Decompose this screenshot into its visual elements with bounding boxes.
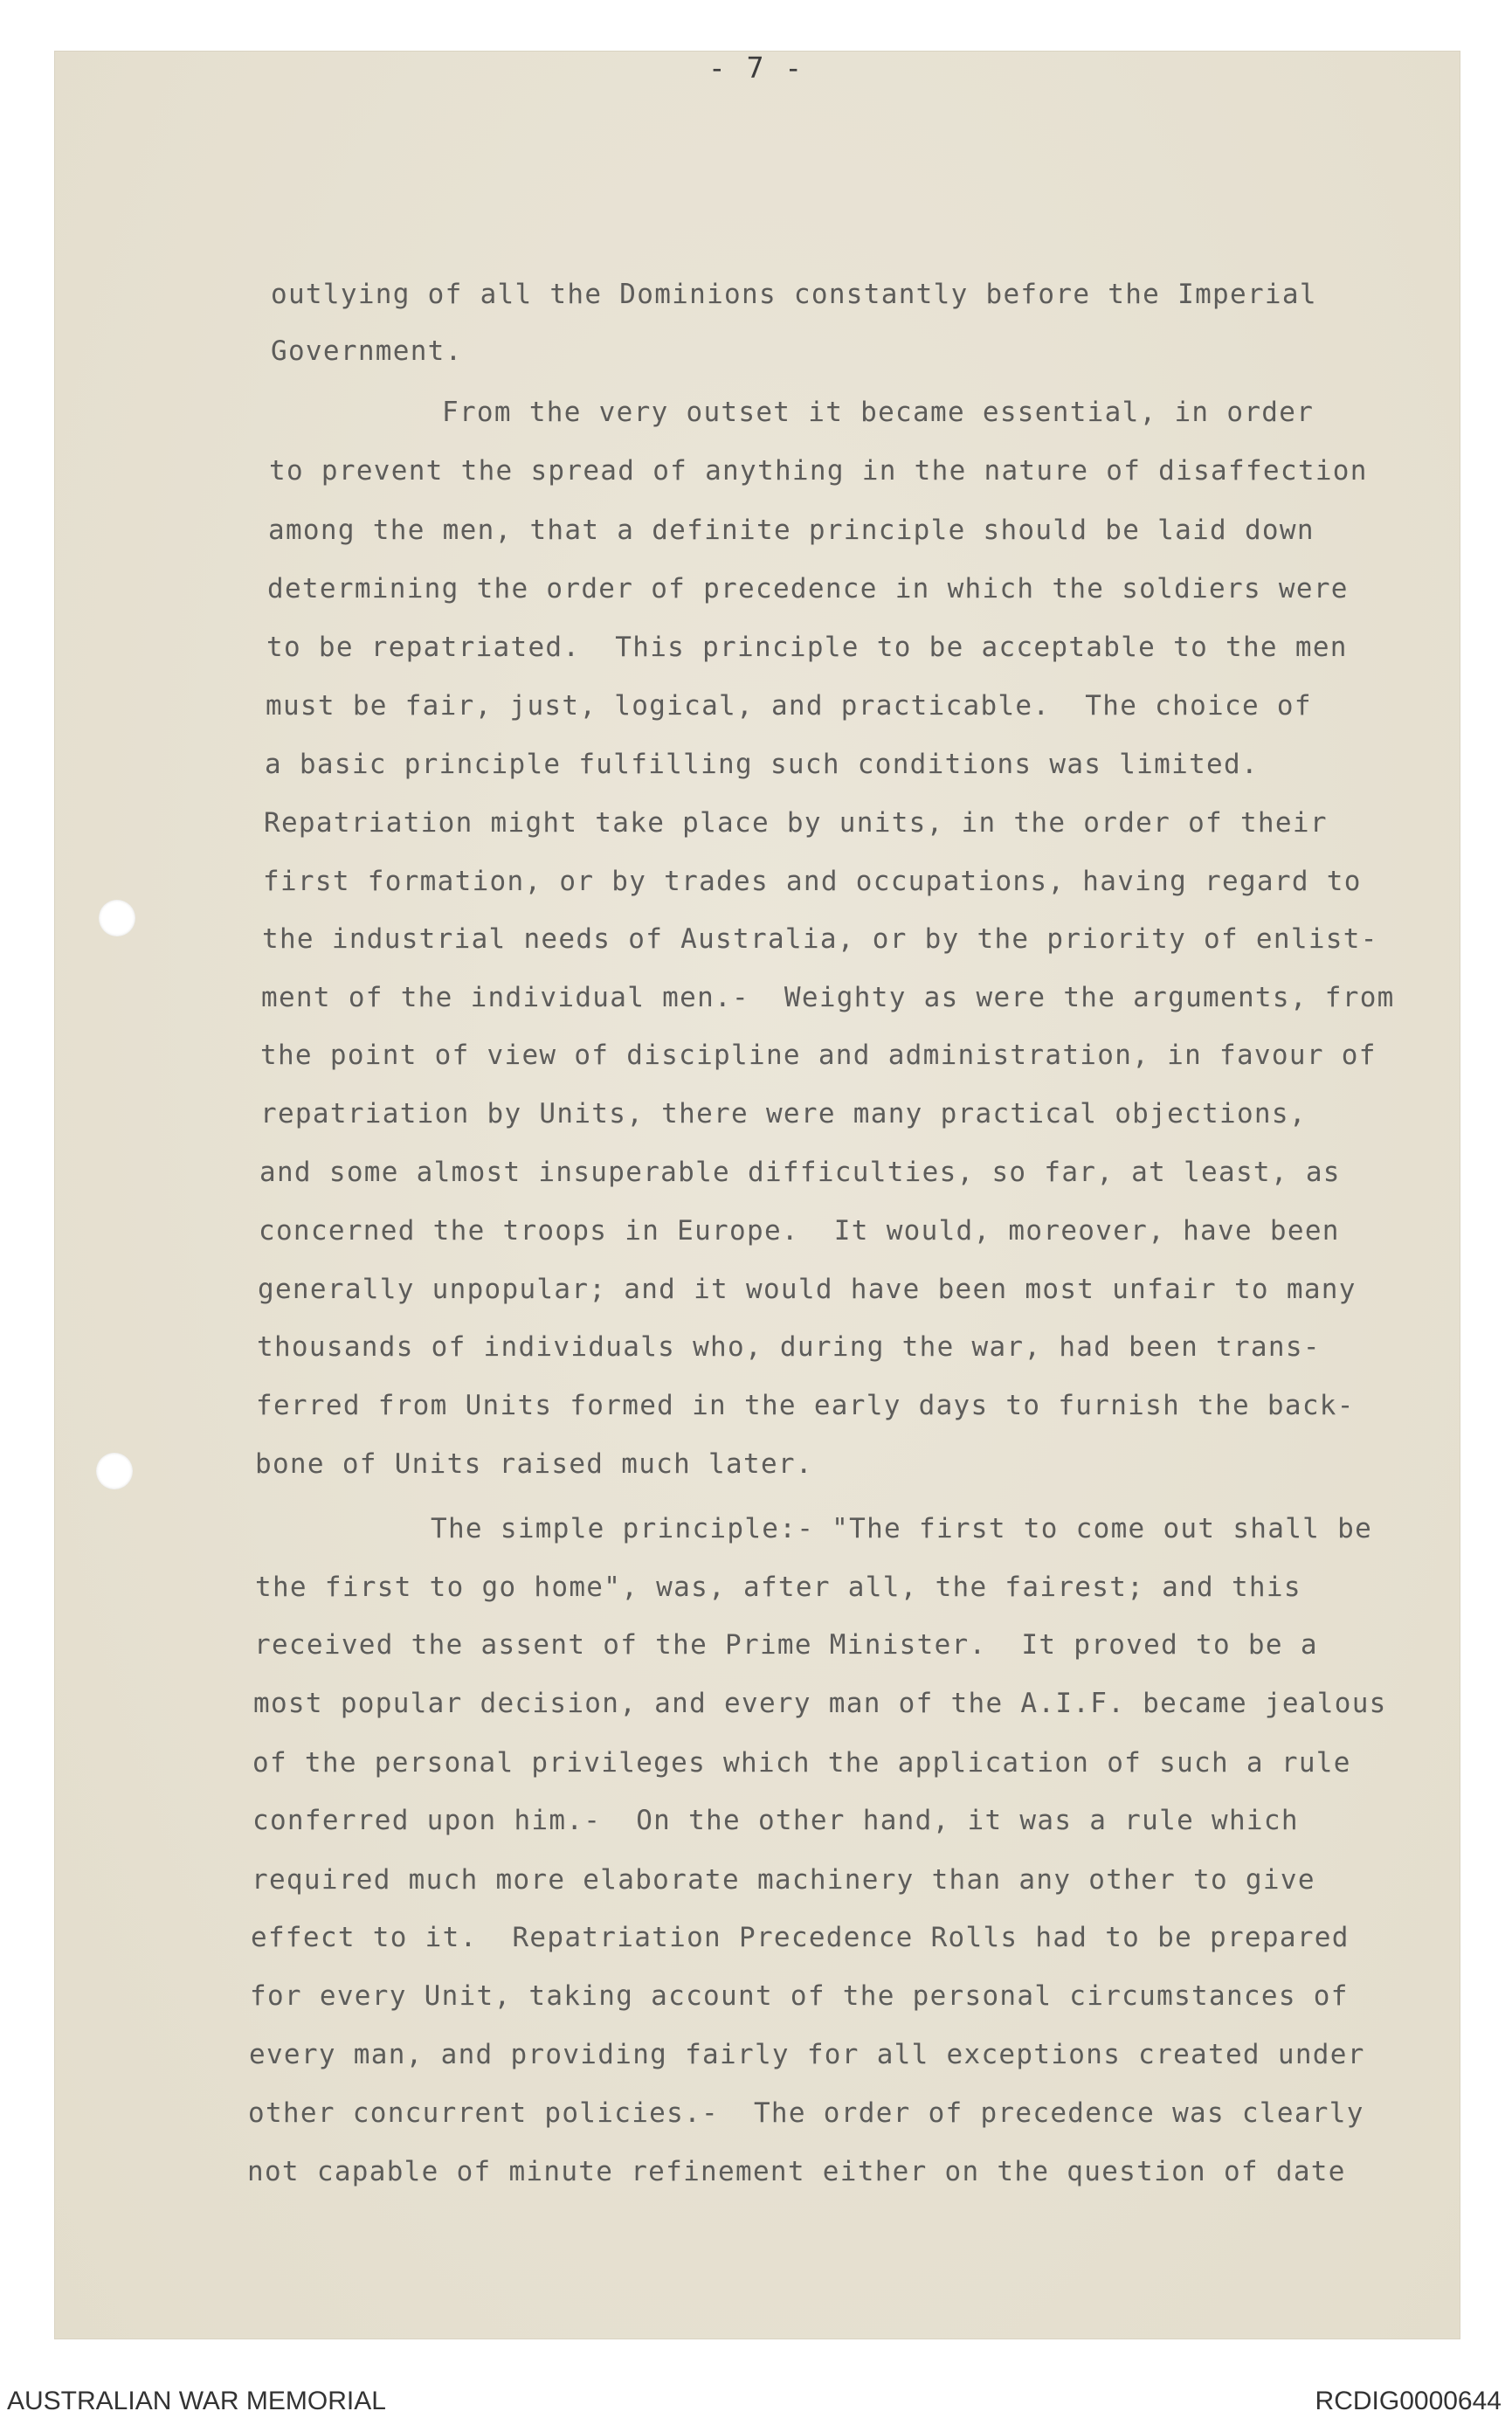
text-line: outlying of all the Dominions constantly before the Imperial xyxy=(271,279,1317,310)
text-line: Government. xyxy=(271,335,463,367)
text-line: other concurrent policies.- The order of precedence was clearly xyxy=(248,2097,1364,2129)
text-line: ment of the individual men.- Weighty as were the arguments, from xyxy=(261,982,1395,1013)
text-line: From the very outset it became essential, in order xyxy=(442,397,1315,428)
text-line: thousands of individuals who, during the war, had been trans- xyxy=(257,1331,1321,1363)
text-line: to be repatriated. This principle to be acceptable to the men xyxy=(266,632,1348,663)
text-line: the first to go home", was, after all, the fairest; and this xyxy=(255,1572,1301,1603)
text-line: for every Unit, taking account of the personal circumstances of xyxy=(250,1980,1349,2012)
text-line: repatriation by Units, there were many practical objections, xyxy=(260,1098,1307,1130)
text-line: every man, and providing fairly for all exceptions created under xyxy=(249,2039,1365,2070)
footer-record-id: RCDIG0000644 xyxy=(1315,2387,1502,2415)
text-line: most popular decision, and every man of the A.I.F. became jealous xyxy=(253,1688,1387,1719)
page-number: - 7 - xyxy=(708,51,804,85)
text-line: to prevent the spread of anything in the nature of disaffection xyxy=(269,455,1368,487)
footer-institution: AUSTRALIAN WAR MEMORIAL xyxy=(7,2387,386,2415)
text-line: required much more elaborate machinery than any other to give xyxy=(252,1864,1315,1896)
text-line: received the assent of the Prime Minister. It proved to be a xyxy=(254,1629,1318,1661)
text-line: not capable of minute refinement either on the question of date xyxy=(247,2156,1346,2187)
text-line: concerned the troops in Europe. It would, moreover, have been xyxy=(259,1215,1340,1247)
text-line: conferred upon him.- On the other hand, it was a rule which xyxy=(252,1805,1299,1836)
text-line: the industrial needs of Australia, or by the priority of enlist- xyxy=(262,923,1378,955)
text-line: and some almost insuperable difficulties, so far, at least, as xyxy=(259,1157,1341,1188)
text-line: Repatriation might take place by units, in the order of their xyxy=(264,807,1328,839)
text-line: determining the order of precedence in which the soldiers were xyxy=(267,573,1349,605)
text-line: bone of Units raised much later. xyxy=(255,1448,813,1480)
text-line: of the personal privileges which the application of such a rule xyxy=(252,1747,1351,1779)
text-line: first formation, or by trades and occupations, having regard to xyxy=(263,866,1362,897)
text-line: a basic principle fulfilling such conditions was limited. xyxy=(265,749,1259,780)
text-line: the point of view of discipline and administration, in favour of xyxy=(260,1040,1377,1071)
text-line: The simple principle:- "The first to come out shall be xyxy=(431,1513,1373,1544)
text-line: generally unpopular; and it would have been most unfair to many xyxy=(258,1274,1357,1305)
text-line: among the men, that a definite principle should be laid down xyxy=(268,515,1315,546)
text-line: effect to it. Repatriation Precedence Rolls had to be prepared xyxy=(251,1922,1350,1953)
text-line: must be fair, just, logical, and practicable. The choice of xyxy=(266,690,1312,722)
text-line: ferred from Units formed in the early days to furnish the back- xyxy=(256,1390,1355,1421)
